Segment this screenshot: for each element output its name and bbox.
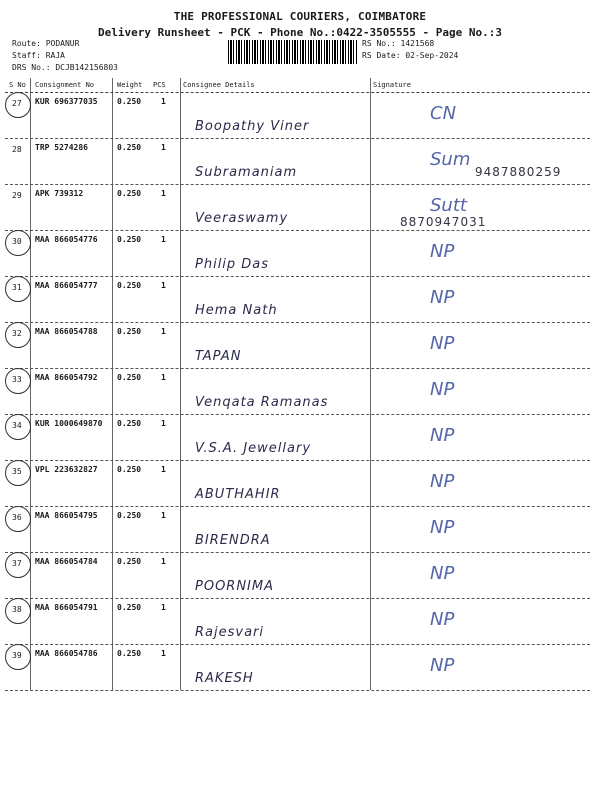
weight: 0.250	[117, 373, 142, 382]
consignment-number: MAA 866054791	[35, 603, 98, 612]
signature-mark: Sutt	[430, 195, 467, 216]
signature-mark: Sum	[430, 149, 471, 170]
pieces: 1	[161, 419, 166, 428]
table-row	[5, 277, 590, 323]
consignee-name: TAPAN	[195, 349, 242, 364]
weight: 0.250	[117, 603, 142, 612]
weight: 0.250	[117, 235, 142, 244]
route-label: Route: PODANUR	[12, 39, 80, 48]
table-row	[5, 369, 590, 415]
serial-number: 37	[12, 559, 22, 568]
phone-number: 9487880259	[475, 165, 562, 179]
signature-mark: NP	[430, 379, 455, 400]
drs-number: DRS No.: DCJB142156803	[12, 63, 118, 72]
table-row	[5, 231, 590, 277]
consignment-number: KUR 1000649870	[35, 419, 103, 428]
table-row	[5, 415, 590, 461]
consignee-name: Rajesvari	[195, 625, 264, 640]
table-row	[5, 139, 590, 185]
weight: 0.250	[117, 189, 142, 198]
runsheet-title: THE PROFESSIONAL COURIERS, COIMBATORE	[173, 10, 427, 23]
phone-number: 8870947031	[400, 215, 487, 229]
pieces: 1	[161, 327, 166, 336]
serial-number: 34	[12, 421, 22, 430]
signature-mark: NP	[430, 333, 455, 354]
serial-number: 27	[12, 99, 22, 108]
pieces: 1	[161, 511, 166, 520]
col-signature: Signature	[373, 81, 411, 89]
signature-mark: NP	[430, 655, 455, 676]
rs-number: RS No.: 1421568	[362, 39, 435, 48]
table-row	[5, 323, 590, 369]
pieces: 1	[161, 235, 166, 244]
runsheet-subtitle: Delivery Runsheet - PCK - Phone No.:0422-3505555 - Page No.:3	[98, 26, 502, 39]
col-consignment: Consignment No	[35, 81, 95, 89]
staff-label: Staff: RAJA	[12, 51, 65, 60]
pieces: 1	[161, 143, 166, 152]
signature-mark: NP	[430, 563, 455, 584]
consignee-name: BIRENDRA	[195, 533, 271, 548]
weight: 0.250	[117, 649, 142, 658]
signature-mark: NP	[430, 241, 455, 262]
serial-number: 38	[12, 605, 22, 614]
serial-number: 30	[12, 237, 22, 246]
consignment-number: MAA 866054795	[35, 511, 98, 520]
runsheet-table	[5, 78, 590, 691]
consignment-number: MAA 866054776	[35, 235, 98, 244]
serial-number: 28	[12, 145, 22, 154]
weight: 0.250	[117, 465, 142, 474]
consignee-name: Boopathy Viner	[195, 119, 310, 134]
serial-number: 36	[12, 513, 22, 522]
col-weight: Weight	[117, 81, 143, 89]
consignee-name: Veeraswamy	[195, 211, 289, 226]
consignment-number: MAA 866054784	[35, 557, 98, 566]
serial-number: 39	[12, 651, 22, 660]
serial-number: 29	[12, 191, 22, 200]
consignee-name: ABUTHAHIR	[195, 487, 281, 502]
pieces: 1	[161, 557, 166, 566]
pieces: 1	[161, 603, 166, 612]
serial-number: 35	[12, 467, 22, 476]
pieces: 1	[161, 189, 166, 198]
signature-mark: NP	[430, 425, 455, 446]
signature-mark: NP	[430, 517, 455, 538]
table-header	[5, 78, 590, 93]
col-pcs: PCS	[153, 81, 166, 89]
pieces: 1	[161, 649, 166, 658]
runsheet-meta-right	[362, 38, 458, 62]
weight: 0.250	[117, 281, 142, 290]
signature-mark: CN	[430, 103, 457, 124]
table-row	[5, 93, 590, 139]
table-row	[5, 185, 590, 231]
table-row	[5, 461, 590, 507]
table-body	[5, 93, 590, 691]
consignee-name: POORNIMA	[195, 579, 275, 594]
table-row	[5, 507, 590, 553]
consignee-name: Venqata Ramanas	[195, 395, 329, 410]
pieces: 1	[161, 373, 166, 382]
consignment-number: MAA 866054792	[35, 373, 98, 382]
signature-mark: NP	[430, 609, 455, 630]
weight: 0.250	[117, 419, 142, 428]
pieces: 1	[161, 281, 166, 290]
consignee-name: Philip Das	[195, 257, 270, 272]
weight: 0.250	[117, 143, 142, 152]
barcode	[228, 40, 358, 64]
consignment-number: TRP 5274286	[35, 143, 88, 152]
col-sno: S No	[9, 81, 26, 89]
runsheet-meta-left	[12, 38, 118, 74]
signature-mark: NP	[430, 287, 455, 308]
consignee-name: Subramaniam	[195, 165, 298, 180]
col-consignee: Consignee Details	[183, 81, 255, 89]
consignment-number: KUR 696377035	[35, 97, 98, 106]
consignment-number: VPL 223632827	[35, 465, 98, 474]
pieces: 1	[161, 465, 166, 474]
weight: 0.250	[117, 97, 142, 106]
table-row	[5, 553, 590, 599]
consignment-number: MAA 866054786	[35, 649, 98, 658]
consignee-name: V.S.A. Jewellary	[195, 441, 312, 456]
consignment-number: MAA 866054777	[35, 281, 98, 290]
rs-date: RS Date: 02-Sep-2024	[362, 51, 459, 60]
table-row	[5, 599, 590, 645]
weight: 0.250	[117, 327, 142, 336]
signature-mark: NP	[430, 471, 455, 492]
consignment-number: APK 739312	[35, 189, 84, 198]
consignee-name: RAKESH	[195, 671, 254, 686]
serial-number: 33	[12, 375, 22, 384]
consignment-number: MAA 866054788	[35, 327, 98, 336]
consignee-name: Hema Nath	[195, 303, 278, 318]
serial-number: 32	[12, 329, 22, 338]
weight: 0.250	[117, 557, 142, 566]
weight: 0.250	[117, 511, 142, 520]
pieces: 1	[161, 97, 166, 106]
serial-number: 31	[12, 283, 22, 292]
table-row	[5, 645, 590, 691]
